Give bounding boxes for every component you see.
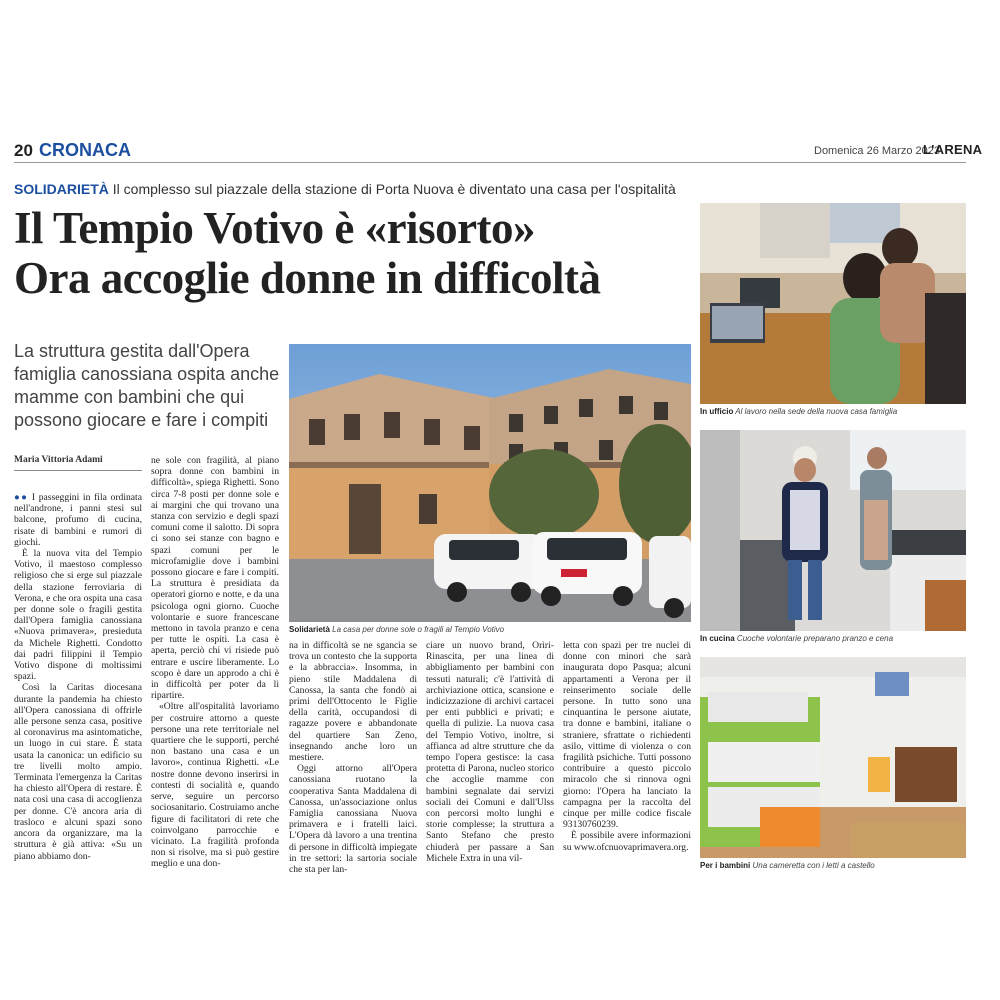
caption-kitchen [700, 634, 893, 643]
photo-kids-room [700, 657, 966, 858]
photo-office [700, 203, 966, 404]
headline [14, 203, 704, 303]
issue-date: Domenica 26 Marzo 2023 [814, 145, 940, 157]
paragraph: È la nuova vita del Tempio Votivo, il maestoso complesso religioso che si erge sul piazzale della stazione ferroviaria di Verona, e che ora ospita una casa per donne sole o fragili gestita dall'Opera famiglia canossiana «Nuova primavera», presieduta da Michele Righetti. Condotto dai padri filippini il Tempio Votivo dispone di moltissimi spazi. [14, 548, 142, 683]
paragraph: ciare un nuovo brand, Orìri-Rinascita, per una linea di abbigliamento per bambini con tessuti naturali; c'è l'attività di archiviazione ottica, scansione e indicizzazione di archivi cartacei per enti pubblici e privati; e quella di pulizie. La nuova casa del Tempio Votivo, inoltre, si affianca ad altre strutture che da tempo l'opera gestisce: la casa protetta di Parona, nucleo storico che accoglie mamme con bambini segnalate dai servizi sociali dei Comuni e dall'Ulss con percorsi molto lunghi e storie complesse; la struttura a Santo Stefano che presto chiuderà per passare a San Michele Extra in una vil- [426, 640, 554, 864]
paragraph: «Oltre all'ospitalità lavoriamo per costruire attorno a queste persone una rete territoriale nel quartiere che le supporti, perché non bastano una casa e un lavoro», continua Righetti. «Le nostre donne devono inserirsi in contesti di socialità e, quando serve, seguire un percorso sociosanitario. Costruiamo anche figure di facilitatori di rete che coinvolgano parrocchie e vicinato. La fragilità profonda non si risolve, ma si può gestire meglio e una don- [151, 701, 279, 870]
caption-main-text: La casa per donne sole o fragili al Tempio Votivo [332, 625, 505, 634]
paragraph: letta con spazi per tre nuclei di donne con minori che sarà inaugurata dopo Pasqua; alcuni appartamenti a Verona per il reinserimento sociale delle persone. In tutto sono una cinquantina le persone aiutate, tra donne e bambini, italiane o straniere, sfrattate o richiedenti asilo, vittime di violenza o con fragilità psichiche. Tutti possono contribuire a questo piccolo miracolo che si rinnova ogni giorno: l'Opera ha lanciato la campagna per la raccolta del cinque per mille codice fiscale 93130760239. [563, 640, 691, 831]
caption-office [700, 407, 897, 416]
caption-kids-text: Una cameretta con i letti a castello [752, 861, 875, 870]
caption-kitchen-text: Cuoche volontarie preparano pranzo e cena [736, 634, 894, 643]
article-column-4 [426, 640, 554, 864]
paragraph [14, 492, 142, 548]
headline-line-2: Ora accoglie donne in difficoltà [14, 253, 601, 303]
kicker-label: SOLIDARIETÀ [14, 181, 109, 197]
photo-kitchen [700, 430, 966, 631]
paragraph: Oggi attorno all'Opera canossiana ruotano la cooperativa Santa Maddalena di Canossa, un'associazione onlus Famiglia canossiana Nuova primavera e i fratelli laici. L'Opera dà lavoro a una trentina di persone in difficoltà impiegate in tre settori: la sartoria sociale che sta per lan- [289, 763, 417, 876]
newspaper-name: L'ARENA [923, 142, 983, 157]
article-column-5 [563, 640, 691, 853]
caption-main [289, 625, 504, 634]
article-column-3 [289, 640, 417, 875]
section-title: CRONACA [39, 140, 131, 160]
paragraph: ne sole con fragilità, al piano sopra donne con bambini in difficoltà», spiega Righetti. Sono circa 7-8 posti per donne sole e ai margini che qui trovano una stanza con servizio e degli spazi comuni come il salotto. Di sopra ci sono sei stanze con bagno e spazi comuni per le microfamiglie dove i bambini possono giocare e fare i compiti. La struttura è presidiata da operatori giorno e notte, e da una psicologa ogni giorno. Cuoche volontarie e suore francescane mettono in tavola pranzo e cena per tutte le ospiti. La casa è aperta, perciò chi vi risiede può entrare e uscire liberamente. Lo scopo è dare un approdo a chi è in difficoltà per poter da lì ripartire. [151, 455, 279, 702]
caption-main-label: Solidarietà [289, 625, 330, 634]
article-column-1 [14, 492, 142, 862]
byline-rule [14, 470, 142, 471]
headline-line-1: Il Tempio Votivo è «risorto» [14, 203, 536, 253]
article-column-2 [151, 455, 279, 870]
kicker [14, 181, 676, 197]
paragraph: È possibile avere informazioni su www.ofcnuovaprimavera.org. [563, 830, 691, 853]
caption-office-label: In ufficio [700, 407, 734, 416]
paragraph: Così la Caritas diocesana durante la pandemia ha chiesto all'Opera canossiana di offrirle alle persone senza casa, positive al coronavirus ma asintomatiche, un luogo in cui stare. È stata usata la canonica: un edificio su tre livelli molto ampio. Terminata l'emergenza la Caritas ha chiesto all'Opera di restare. È nata così una casa di accoglienza per donne. C'è ancora aria di trasloco e alcuni spazi sono ancora da organizzare, ma la struttura è già attiva: «Su un piano abbiamo don- [14, 682, 142, 862]
main-photo-building [289, 344, 691, 622]
bullet-dots: ●● [14, 492, 32, 503]
caption-kids [700, 861, 875, 870]
caption-kids-label: Per i bambini [700, 861, 751, 870]
byline: Maria Vittoria Adami [14, 455, 103, 465]
paragraph: na in difficoltà se ne sgancia se trova un contesto che la supporta e la abbraccia». Insomma, in pieno stile Maddalena di Canossa, la santa che fondò ai primi dell'Ottocento le Figlie della carità, occupandosi di ragazze povere e abbandonate del quartiere San Zeno, insegnando anche loro un mestiere. [289, 640, 417, 764]
caption-office-text: Al lavoro nella sede della nuova casa famiglia [735, 407, 898, 416]
page-number: 20 [14, 141, 33, 160]
paragraph-text: I passeggini in fila ordinata nell'androne, i panni stesi sul balcone, profumo di cucina, risate di bambini e rumori di giochi. [14, 492, 142, 548]
kicker-text: Il complesso sul piazzale della stazione di Porta Nuova è diventato una casa per l'ospitalità [112, 181, 676, 197]
caption-kitchen-label: In cucina [700, 634, 735, 643]
header-rule [14, 162, 966, 163]
subheadline: La struttura gestita dall'Opera famiglia canossiana ospita anche mamme con bambini che qui possono giocare e fare i compiti [14, 341, 280, 430]
